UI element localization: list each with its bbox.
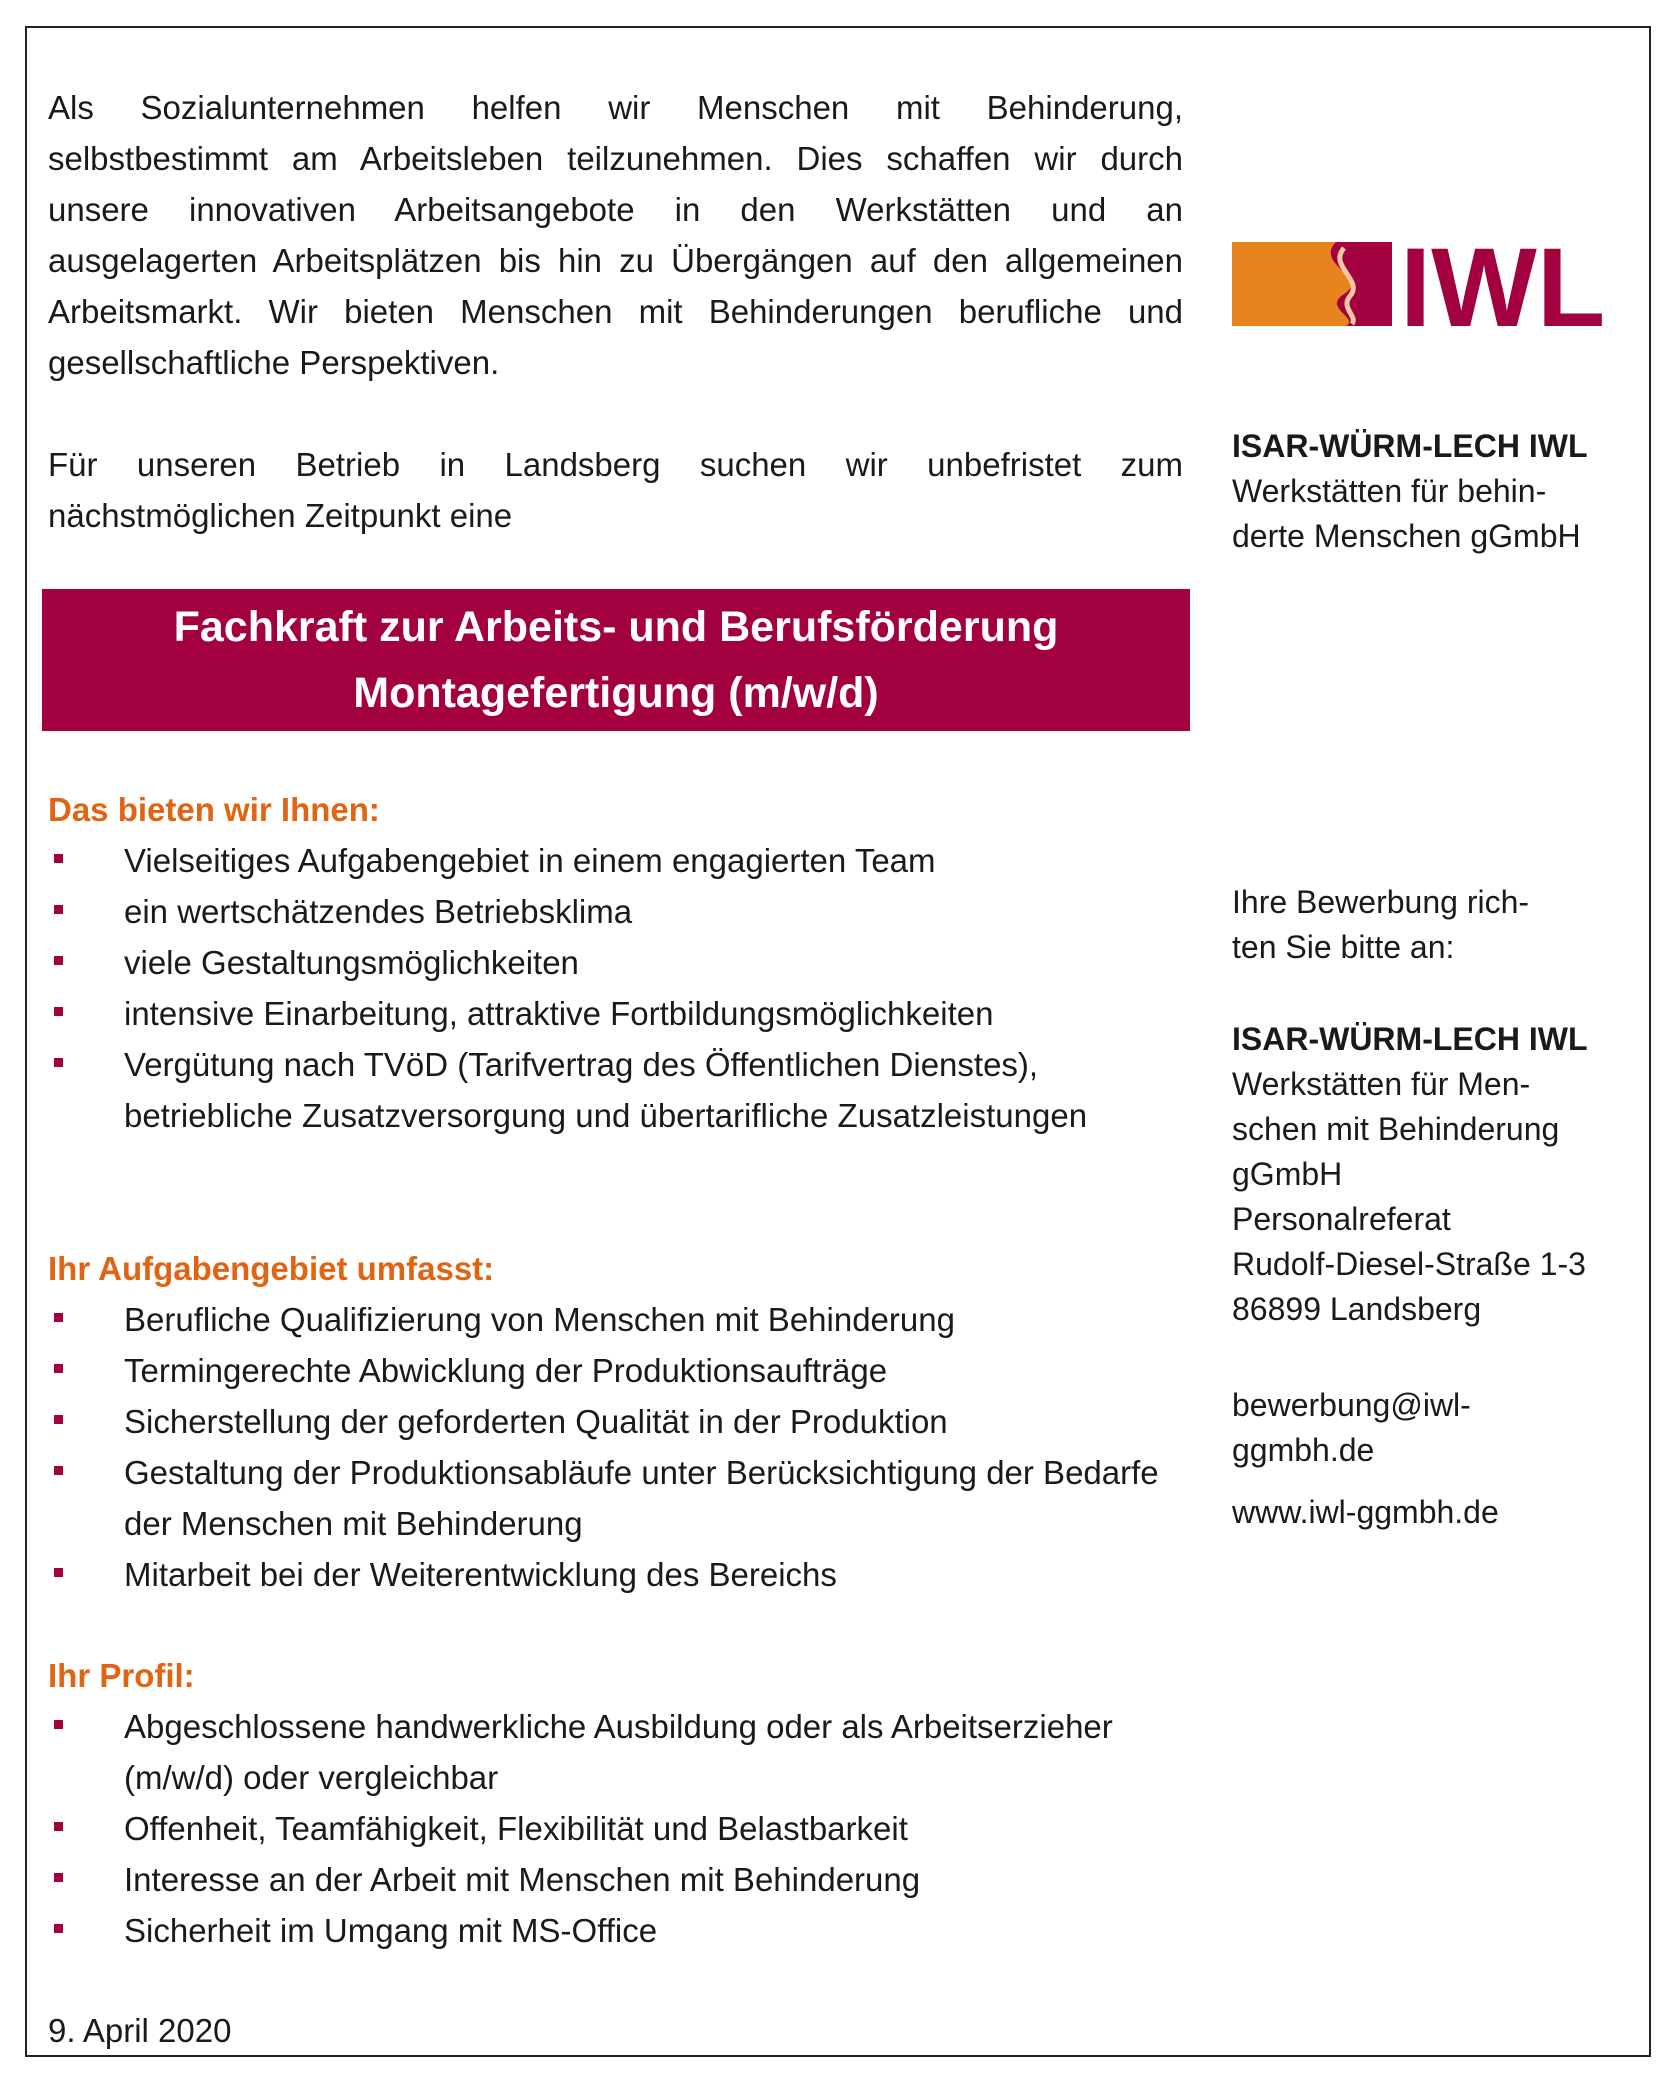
tasks-heading: Ihr Aufgabengebiet umfasst: — [48, 1250, 495, 1287]
tasks-list — [48, 1294, 1188, 1600]
email-link-continued[interactable]: ggmbh.de — [1232, 1432, 1375, 1468]
square-bullet-icon — [54, 1058, 63, 1067]
list-item: ein wertschätzendes Betriebsklima — [48, 886, 1188, 937]
offer-section — [48, 784, 1188, 1141]
iwl-logo — [1232, 236, 1632, 336]
intro-section — [48, 82, 1183, 541]
list-item: intensive Einarbeitung, attraktive Fortbildungsmöglichkeiten — [48, 988, 1188, 1039]
list-item: Vergütung nach TVöD (Tarifvertrag des Öffentlichen Dienstes), betriebliche Zusatzversorgung und übertarifliche Zusatzleistungen — [48, 1039, 1188, 1141]
list-item: Vielseitiges Aufgabengebiet in einem engagierten Team — [48, 835, 1188, 886]
list-item: Abgeschlossene handwerkliche Ausbildung oder als Arbeitserzieher (m/w/d) oder vergleichbar — [48, 1701, 1188, 1803]
email-link[interactable]: bewerbung@iwl- — [1232, 1387, 1471, 1423]
square-bullet-icon — [54, 905, 63, 914]
square-bullet-icon — [54, 1924, 63, 1933]
address-block: ISAR-WÜRM-LECH IWL Werkstätten für Men- schen mit Behinderung gGmbH Personalreferat Rudolf-Diesel-Straße 1-3 86899 Landsberg — [1232, 1017, 1632, 1332]
list-item: viele Gestaltungsmöglichkeiten — [48, 937, 1188, 988]
square-bullet-icon — [54, 1313, 63, 1322]
square-bullet-icon — [54, 1466, 63, 1475]
list-item: Sicherheit im Umgang mit MS-Office — [48, 1905, 1188, 1956]
list-item: Mitarbeit bei der Weiterentwicklung des Bereichs — [48, 1549, 1188, 1600]
offer-heading: Das bieten wir Ihnen: — [48, 791, 380, 828]
square-bullet-icon — [54, 1568, 63, 1577]
email-block — [1232, 1383, 1632, 1473]
website-link[interactable]: www.iwl-ggmbh.de — [1232, 1494, 1499, 1530]
square-bullet-icon — [54, 1873, 63, 1882]
square-bullet-icon — [54, 854, 63, 863]
offer-list — [48, 835, 1188, 1141]
address-org-name: ISAR-WÜRM-LECH IWL — [1232, 1021, 1588, 1057]
profile-list — [48, 1701, 1188, 1956]
apply-block: Ihre Bewerbung rich- ten Sie bitte an: — [1232, 884, 1530, 965]
square-bullet-icon — [54, 1415, 63, 1424]
logo-text: IWL — [1400, 236, 1606, 336]
square-bullet-icon — [54, 1364, 63, 1373]
website-block — [1232, 1490, 1632, 1535]
square-bullet-icon — [54, 1720, 63, 1729]
search-paragraph: Für unseren Betrieb in Landsberg suchen wir unbefristet zum nächstmöglichen Zeitpunkt eine — [48, 446, 1183, 534]
square-bullet-icon — [54, 1007, 63, 1016]
list-item: Termingerechte Abwicklung der Produktionsaufträge — [48, 1345, 1188, 1396]
list-item: Offenheit, Teamfähigkeit, Flexibilität und Belastbarkeit — [48, 1803, 1188, 1854]
square-bullet-icon — [54, 1822, 63, 1831]
intro-paragraph: Als Sozialunternehmen helfen wir Menschen mit Behinderung, selbstbestimmt am Arbeitsleben teilzunehmen. Dies schaffen wir durch unsere innovativen Arbeitsangebote in den Werkstätten und an ausgelagerten Arbeitsplätzen bis hin zu Übergängen auf den allgemeinen Arbeitsmarkt. Wir bieten Menschen mit Behinderungen berufliche und gesellschaftliche Perspektiven. — [48, 89, 1183, 381]
org-block: ISAR-WÜRM-LECH IWL Werkstätten für behin- derte Menschen gGmbH — [1232, 424, 1632, 559]
profile-heading: Ihr Profil: — [48, 1657, 195, 1694]
job-title-line-1: Fachkraft zur Arbeits- und Berufsförderung — [173, 603, 1059, 651]
tasks-section — [48, 1243, 1188, 1600]
square-bullet-icon — [54, 956, 63, 965]
list-item: Berufliche Qualifizierung von Menschen mit Behinderung — [48, 1294, 1188, 1345]
profile-section — [48, 1650, 1188, 1956]
job-title-banner — [42, 589, 1190, 731]
org-name: ISAR-WÜRM-LECH IWL — [1232, 428, 1588, 464]
list-item: Sicherstellung der geforderten Qualität in der Produktion — [48, 1396, 1188, 1447]
document-date: 9. April 2020 — [48, 2012, 232, 2049]
list-item: Interesse an der Arbeit mit Menschen mit Behinderung — [48, 1854, 1188, 1905]
job-title-line-2: Montagefertigung (m/w/d) — [353, 669, 879, 717]
list-item: Gestaltung der Produktionsabläufe unter Berücksichtigung der Bedarfe der Menschen mit Behinderung — [48, 1447, 1188, 1549]
